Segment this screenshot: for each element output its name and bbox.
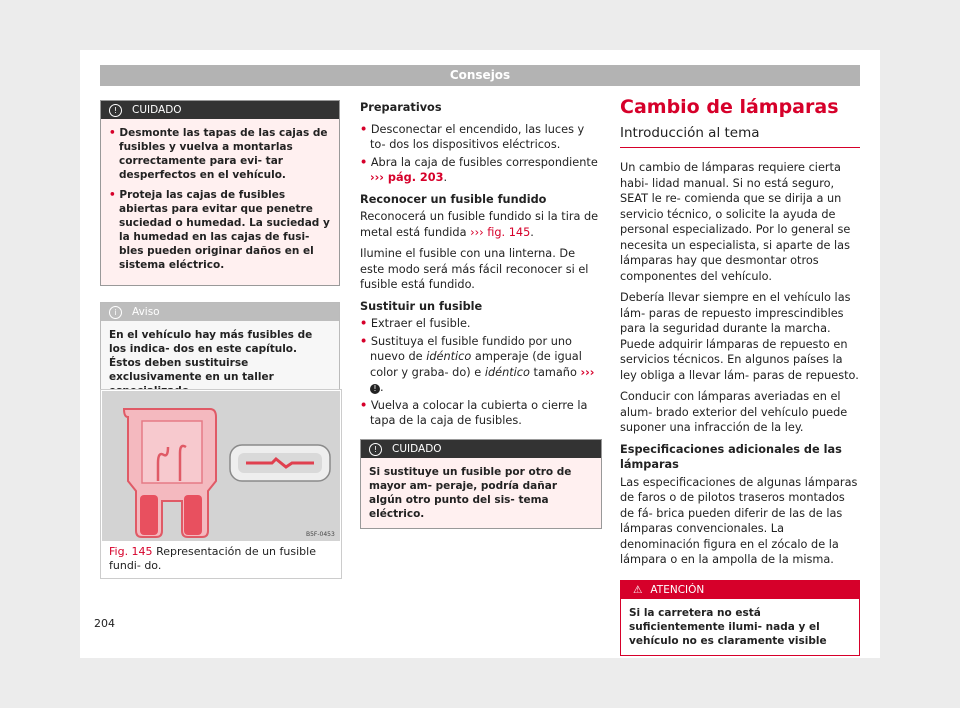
- page-reference-link[interactable]: ››› pág. 203: [370, 171, 444, 184]
- figure-caption: Fig. 145 Representación de un fusible fundi- do.: [109, 545, 316, 572]
- column-3: [620, 96, 860, 656]
- figure-145: [100, 389, 342, 579]
- aviso-body: En el vehículo hay más fusibles de los indica- dos en este capítulo. Éstos deben sustituirse exclusivamente en un taller: [101, 321, 339, 405]
- paragraph: Conducir con lámparas averiadas en el alum- brado exterior del vehículo puede suponer una infracción de la ley.: [620, 390, 848, 434]
- cuidado-header: ! CUIDADO: [101, 101, 339, 119]
- list-item: • Vuelva a colocar la cubierta o cierre la tapa de la caja de fusibles.: [360, 398, 588, 427]
- warning-circle-icon: !: [109, 104, 122, 117]
- figure-reference-link[interactable]: ››› fig. 145: [470, 225, 531, 239]
- cuidado-box-2: [360, 439, 602, 529]
- atencion-header: ⚠ ATENCIÓN: [621, 581, 859, 599]
- reconocer-title: Reconocer un fusible fundido: [360, 192, 547, 206]
- list-item: • Sustituya el fusible fundido por uno nuevo de idéntico amperaje (de igual color y graba- do) e idéntico tamaño ››› ! .: [360, 334, 595, 394]
- chapter-header: Consejos: [100, 65, 860, 86]
- warning-triangle-icon: ⚠: [633, 583, 643, 596]
- prep-title: Preparativos: [360, 101, 442, 114]
- cuidado-body: [101, 119, 339, 285]
- atencion-box: [620, 580, 860, 656]
- column-2: [360, 100, 602, 529]
- sustituir-title: Sustituir un fusible: [360, 299, 483, 313]
- figure-code: B5F-0453: [306, 531, 335, 538]
- reconocer-text: Reconocerá un fusible fundido si la tira de metal está fundida ››› fig. 145.: [360, 210, 599, 239]
- paragraph: Las especificaciones de algunas lámparas de faros o de pilotos traseros montados de fá- brica pueden diferir de las de las lámparas convencionales. La denominación figura en el zócalo de la lámpara o en la ampolla de la misma.: [620, 475, 858, 566]
- list-item: • Extraer el fusible.: [360, 317, 471, 330]
- aviso-header: i Aviso: [101, 303, 339, 321]
- cuidado-header: ! CUIDADO: [361, 440, 601, 458]
- list-item: • Desmonte las tapas de las cajas de fusibles y vuelva a montarlas correctamente para evi- tar desperfectos en el vehículo.: [109, 127, 328, 181]
- exclamation-circle-icon: !: [370, 384, 380, 394]
- atencion-body: Si la carretera no está suficientemente ilumi- nada y el vehículo no es claramente visible: [621, 599, 859, 655]
- cuidado-body: Si sustituye un fusible por otro de mayor am- peraje, podría dañar algún otro punto del sis- tema eléctrico.: [361, 458, 601, 528]
- page-number: 204: [94, 617, 115, 630]
- fuse-illustration: [102, 391, 340, 541]
- paragraph: Debería llevar siempre en el vehículo las lám- paras de repuesto imprescindibles para la seguridad durante la marcha. Puede adquirir lámparas de repuesto en servicios técnicos. En algunos países la ley obliga a llevar lám- paras de repuesto.: [620, 291, 859, 382]
- list-item: • Desconectar el encendido, las luces y to- dos los dispositivos eléctricos.: [360, 122, 585, 151]
- info-icon: i: [109, 306, 122, 319]
- warning-reference-link[interactable]: ›››: [580, 365, 595, 379]
- warning-circle-icon: !: [369, 443, 382, 456]
- section-subtitle: Introducción al tema: [620, 126, 860, 149]
- paragraph: Un cambio de lámparas requiere cierta habi- lidad manual. Si no está seguro, SEAT le re- comienda que se dirija a un servicio técnico, o solicite la ayuda de personal especializado. Por lo general se necesita un especialista, si aparte de las lámparas hay que desmontar otros componentes del vehículo.: [620, 161, 851, 283]
- ilumine-text: Ilumine el fusible con una linterna. De este modo será más fácil reconocer si el fusible está fundido.: [360, 247, 589, 291]
- list-item: • Proteja las cajas de fusibles abiertas para evitar que penetre suciedad o humedad. La suciedad y la humedad en las cajas de fusi- bles pueden originar daños en el sistema eléctrico.: [109, 189, 330, 271]
- cuidado-box-1: [100, 100, 340, 286]
- spec-title: Especificaciones adicionales de las lámparas: [620, 442, 842, 471]
- list-item: • Abra la caja de fusibles correspondiente ››› pág. 203.: [360, 155, 598, 184]
- chapter-title: Cambio de lámparas: [620, 96, 839, 118]
